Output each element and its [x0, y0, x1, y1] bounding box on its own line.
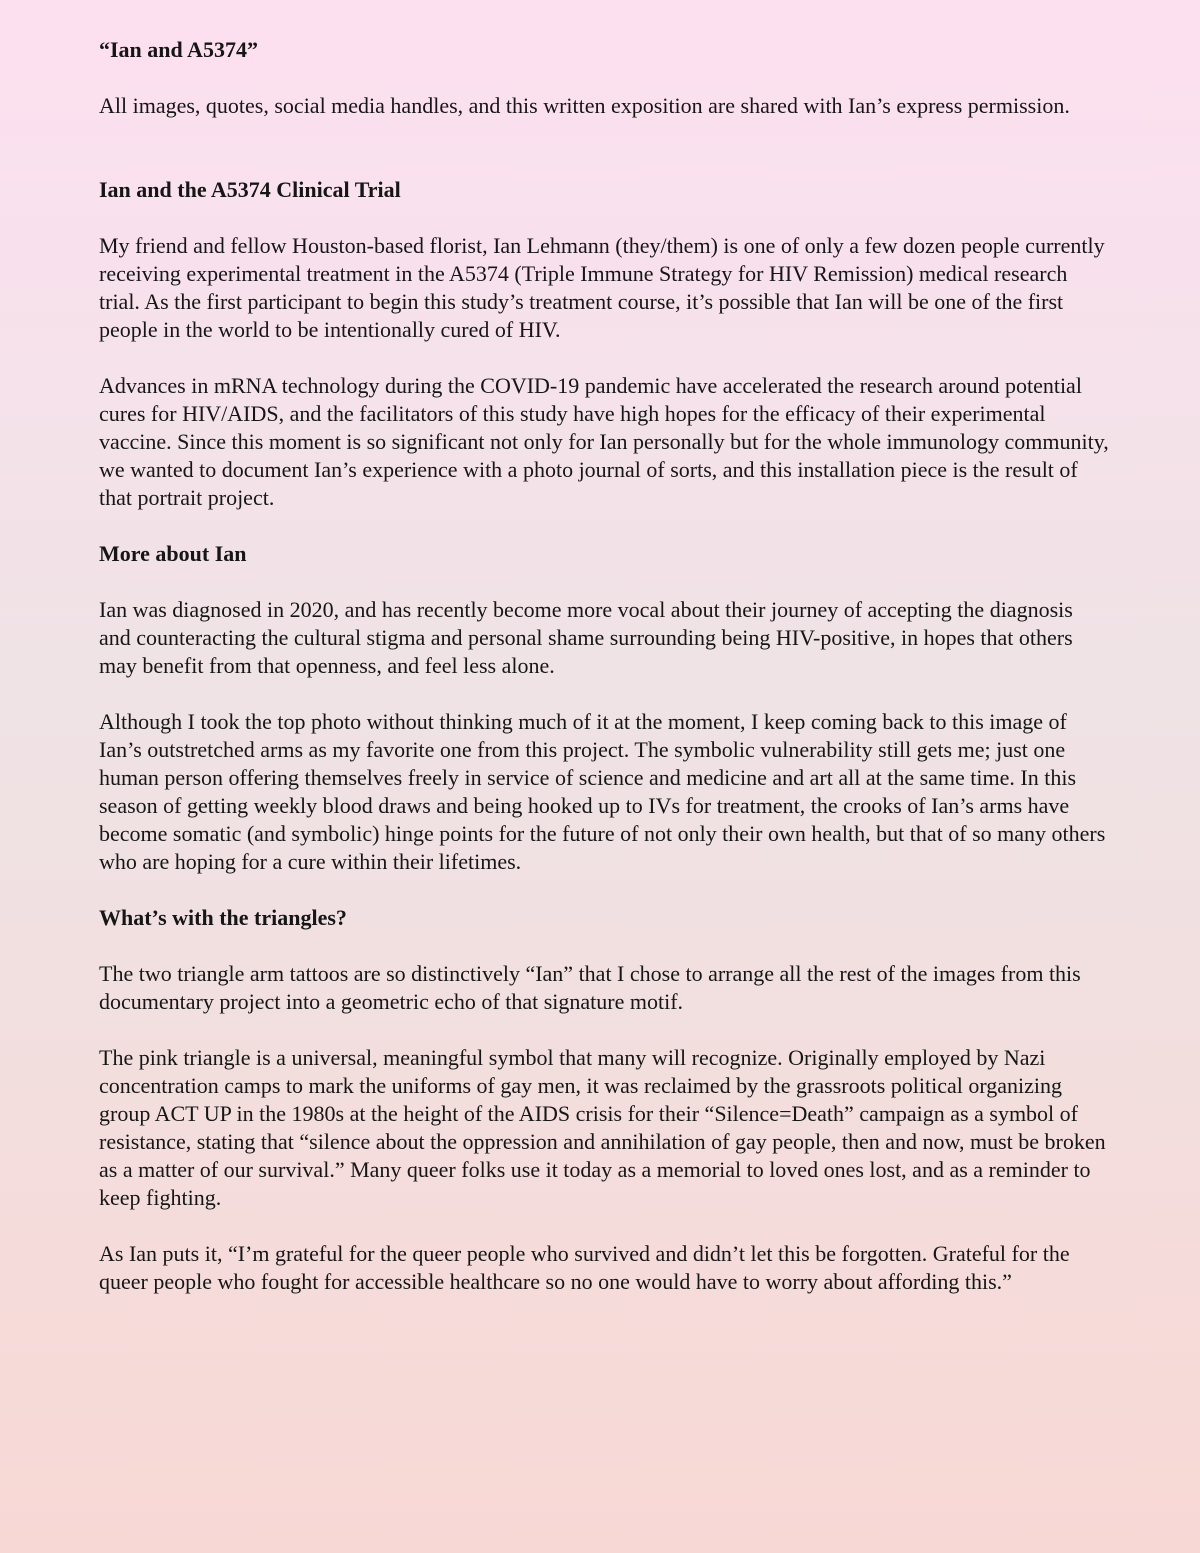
- document-title: “Ian and A5374”: [99, 37, 258, 62]
- paragraph: As Ian puts it, “I’m grateful for the queer people who survived and didn’t let this be forgotten. Grateful for the queer people who fought for accessible healthcare so no one would have to worry about affording this.”: [99, 1241, 1070, 1294]
- section-heading: Ian and the A5374 Clinical Trial: [99, 177, 401, 202]
- section-more-about-ian: [99, 540, 1109, 876]
- paragraph: Although I took the top photo without thinking much of it at the moment, I keep coming back to this image of Ian’s outstretched arms as my favorite one from this project. The symbolic vulnerability still gets me; just one human person offering themselves freely in service of science and medicine and art all at the same time. In this season of getting weekly blood draws and being hooked up to IVs for treatment, the crooks of Ian’s arms have become somatic (and symbolic) hinge points for the future of not only their own health, but that of so many others who are hoping for a cure within their lifetimes.: [99, 709, 1106, 874]
- document-page: [99, 36, 1109, 1324]
- section-heading: More about Ian: [99, 541, 247, 566]
- paragraph: The two triangle arm tattoos are so distinctively “Ian” that I chose to arrange all the rest of the images from this documentary project into a geometric echo of that signature motif.: [99, 961, 1081, 1014]
- section-heading: What’s with the triangles?: [99, 905, 347, 930]
- paragraph: Advances in mRNA technology during the COVID-19 pandemic have accelerated the research around potential cures for HIV/AIDS, and the facilitators of this study have high hopes for the efficacy of their experimental vaccine. Since this moment is so significant not only for Ian personally but for the whole immunology community, we wanted to document Ian’s experience with a photo journal of sorts, and this installation piece is the result of that portrait project.: [99, 373, 1109, 510]
- paragraph: Ian was diagnosed in 2020, and has recently become more vocal about their journey of accepting the diagnosis and counteracting the cultural stigma and personal shame surrounding being HIV-positive, in hopes that others may benefit from that openness, and feel less alone.: [99, 597, 1073, 678]
- paragraph: My friend and fellow Houston-based florist, Ian Lehmann (they/them) is one of only a few dozen people currently receiving experimental treatment in the A5374 (Triple Immune Strategy for HIV Remission) medical research trial. As the first participant to begin this study’s treatment course, it’s possible that Ian will be one of the first people in the world to be intentionally cured of HIV.: [99, 233, 1105, 342]
- spacer: [99, 148, 1109, 176]
- section-clinical-trial: [99, 176, 1109, 512]
- section-triangles: [99, 904, 1109, 1296]
- paragraph: The pink triangle is a universal, meaningful symbol that many will recognize. Originally employed by Nazi concentration camps to mark the uniforms of gay men, it was reclaimed by the grassroots political organizing group ACT UP in the 1980s at the height of the AIDS crisis for their “Silence=Death” campaign as a symbol of resistance, stating that “silence about the oppression and annihilation of gay people, then and now, must be broken as a matter of our survival.” Many queer folks use it today as a memorial to loved ones lost, and as a reminder to keep fighting.: [99, 1045, 1106, 1210]
- intro-paragraph: All images, quotes, social media handles, and this written exposition are shared with Ian’s express permission.: [99, 93, 1070, 118]
